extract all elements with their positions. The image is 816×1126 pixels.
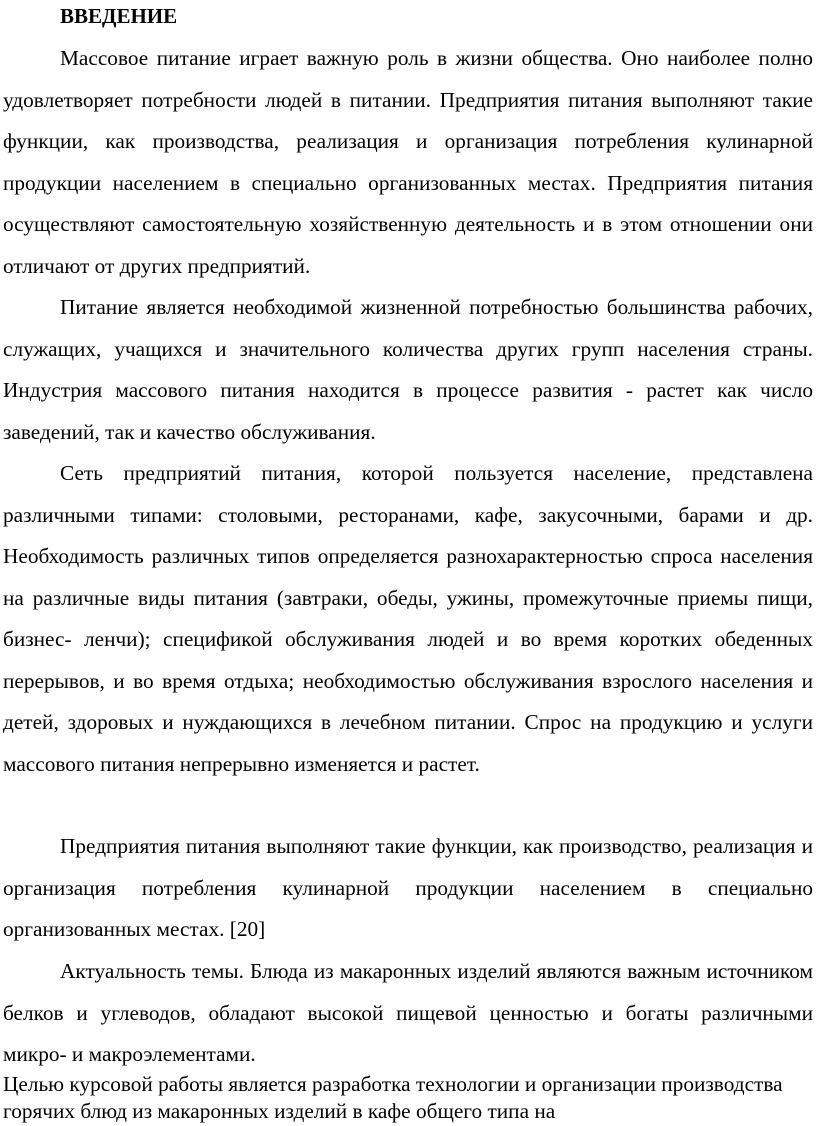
paragraph-nutrition-need: Питание является необходимой жизненной потребностью большинства рабочих, служащих, учащихся и значительного количества других групп населения страны. Индустрия массового питания находится в процессе развития - растет как число заведений, так и качество обслуживания. bbox=[3, 295, 813, 444]
paragraph-catering-network: Сеть предприятий питания, которой пользуется население, представлена различными типами: столовыми, ресторанами, кафе, закусочными, барами и др. Необходимость различных типов определяется разнохарактерностью спроса населения на различные виды питания (завтраки, обеды, ужины, промежуточные приемы пищи, бизнес- ленчи); спецификой обслуживания людей и во время коротких обеденных перерывов, и во время отдыха; необходимостью обслуживания взрослого населения и детей, здоровых и нуждающихся в лечебном питании. Спрос на продукцию и услуги массового питания непрерывно изменяется и растет. bbox=[3, 461, 813, 776]
paragraph-mass-catering: Массовое питание играет важную роль в жизни общества. Оно наиболее полно удовлетворяет потребности людей в питании. Предприятия питания выполняют такие функции, как производства, реализация и организация потребления кулинарной продукции населением в специально организованных местах. Предприятия питания осуществляют самостоятельную хозяйственную деятельность и в этом отношении они отличают от других предприятий. bbox=[3, 46, 813, 278]
section-heading: ВВЕДЕНИЕ bbox=[60, 4, 178, 28]
paragraph-topic-relevance: Актуальность темы. Блюда из макаронных изделий являются важным источником белков и углеводов, обладают высокой пищевой ценностью и богаты различными микро- и макроэлементами. bbox=[3, 959, 813, 1066]
paragraph-enterprise-functions: Предприятия питания выполняют такие функции, как производство, реализация и организация потребления кулинарной продукции населением в специально организованных местах. [20] bbox=[3, 834, 813, 941]
paragraph-coursework-goal: Целью курсовой работы является разработка технологии и организации производства горячих блюд из макаронных изделий в кафе общего типа на bbox=[3, 1072, 783, 1123]
